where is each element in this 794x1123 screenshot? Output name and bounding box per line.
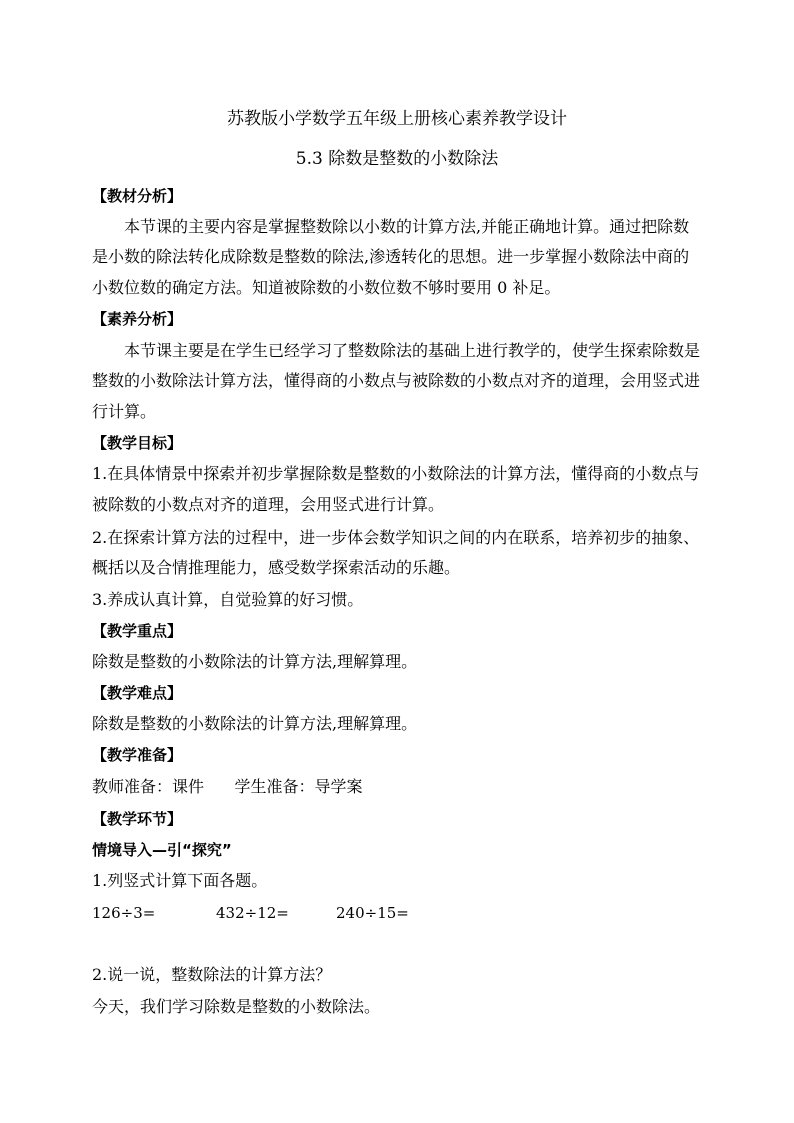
process-subheading: 情境导入—引“探究” bbox=[92, 841, 232, 859]
difficulties-text: 除数是整数的小数除法的计算方法,理解算理。 bbox=[92, 714, 418, 733]
section-heading-textbook-analysis: 【教材分析】 bbox=[92, 187, 183, 205]
section-heading-preparation: 【教学准备】 bbox=[92, 746, 183, 764]
section-heading-literacy-analysis: 【素养分析】 bbox=[92, 310, 183, 328]
paragraph-line: 是小数的除法转化成除数是整数的除法,渗透转化的思想。进一步掌握小数除法中商的 bbox=[92, 247, 690, 266]
objective-line: 2.在探索计算方法的过程中，进一步体会数学知识之间的内在联系，培养初步的抽象、 bbox=[92, 528, 700, 547]
objective-line: 被除数的小数点对齐的道理，会用竖式进行计算。 bbox=[92, 495, 445, 514]
preparation-text: 教师准备：课件 学生准备：导学案 bbox=[92, 777, 363, 796]
section-heading-difficulties: 【教学难点】 bbox=[92, 684, 183, 702]
document-subtitle: 5.3 除数是整数的小数除法 bbox=[295, 149, 499, 169]
section-heading-process: 【教学环节】 bbox=[92, 810, 183, 828]
objective-line: 概括以及合情推理能力，感受数学探索活动的乐趣。 bbox=[92, 558, 461, 577]
paragraph-line: 本节课主要是在学生已经学习了整数除法的基础上进行教学的，使学生探索除数是 bbox=[124, 341, 701, 360]
paragraph-line: 整数的小数除法计算方法，懂得商的小数点与被除数的小数点对齐的道理，会用竖式进 bbox=[92, 371, 701, 390]
objective-line: 1.在具体情景中探索并初步掌握除数是整数的小数除法的计算方法，懂得商的小数点与 bbox=[92, 464, 700, 483]
process-closing: 今天，我们学习除数是整数的小数除法。 bbox=[92, 997, 381, 1016]
paragraph-line: 行计算。 bbox=[92, 402, 157, 421]
process-item-2: 2.说一说，整数除法的计算方法？ bbox=[92, 965, 332, 984]
document-title: 苏教版小学数学五年级上册核心素养教学设计 bbox=[227, 109, 567, 129]
section-heading-objectives: 【教学目标】 bbox=[92, 434, 183, 452]
paragraph-line: 小数位数的确定方法。知道被除数的小数位数不够时要用 0 补足。 bbox=[92, 278, 561, 297]
paragraph-line: 本节课的主要内容是掌握整数除以小数的计算方法,并能正确地计算。通过把除数 bbox=[124, 217, 690, 236]
exercise-item: 432÷12= bbox=[216, 904, 289, 922]
key-points-text: 除数是整数的小数除法的计算方法,理解算理。 bbox=[92, 652, 418, 671]
exercise-item: 240÷15= bbox=[336, 904, 409, 922]
process-item-1: 1.列竖式计算下面各题。 bbox=[92, 871, 268, 890]
exercise-item: 126÷3= bbox=[92, 904, 156, 922]
objective-line: 3.养成认真计算，自觉验算的好习惯。 bbox=[92, 590, 364, 609]
section-heading-key-points: 【教学重点】 bbox=[92, 622, 183, 640]
